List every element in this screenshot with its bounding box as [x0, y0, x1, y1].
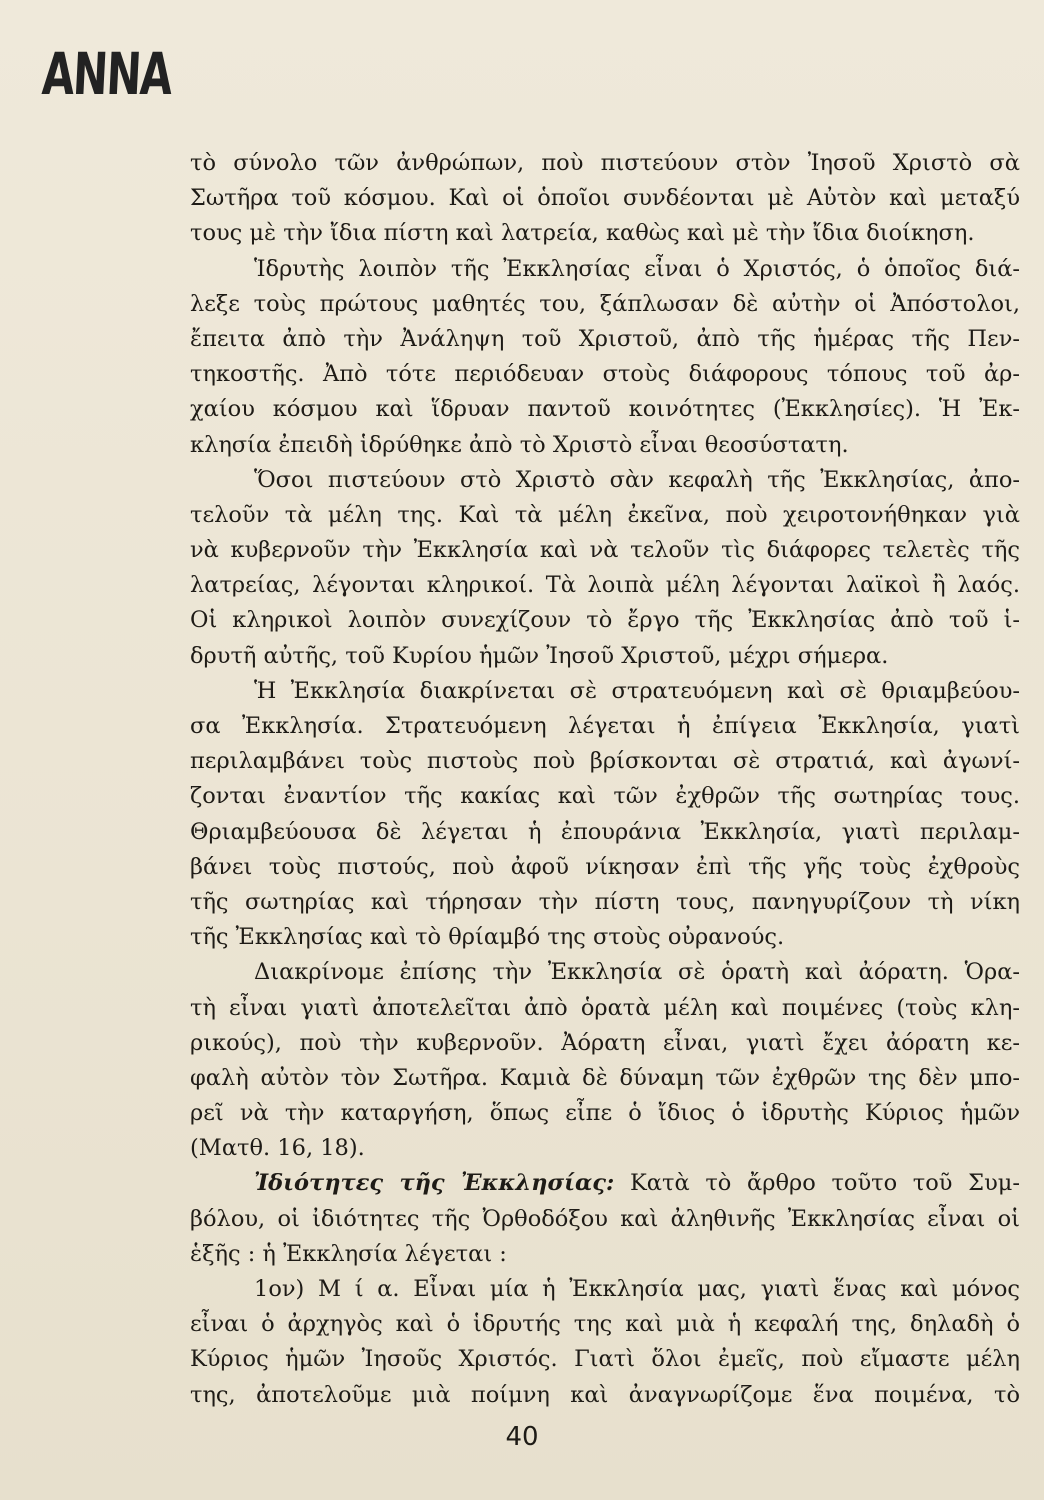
text-line — [190, 392, 1020, 427]
text-line — [190, 1131, 1020, 1166]
text-line — [190, 1061, 1020, 1096]
line-text: Ὅσοι πιστεύουν στὸ Χριστὸ σὰν κεφαλὴ τῆς Ἐκκλησίας, ἀπο- — [254, 466, 1020, 493]
line-text: βάνει τοὺς πιστούς, ποὺ ἀφοῦ νίκησαν ἐπὶ τῆς γῆς τοὺς ἐχθροὺς — [190, 853, 1020, 880]
line-text: ρικούς), ποὺ τὴν κυβερνοῦν. Ἀόρατη εἶναι, γιατὶ ἔχει ἀόρατη κε- — [190, 1029, 1020, 1056]
line-text: τηκοστῆς. Ἀπὸ τότε περιόδευαν στοὺς διάφορους τόπους τοῦ ἀρ- — [190, 361, 1020, 388]
line-text: τελοῦν τὰ μέλη της. Καὶ τὰ μέλη ἐκεῖνα, ποὺ χειροτονήθηκαν γιὰ — [190, 501, 1020, 528]
text-line — [190, 920, 1020, 955]
text-line — [190, 1378, 1020, 1413]
line-text: Ἡ Ἐκκλησία διακρίνεται σὲ στρατευόμενη καὶ σὲ θριαμβεύου- — [254, 677, 1020, 704]
text-line — [190, 463, 1020, 498]
text-line — [190, 533, 1020, 568]
line-text: ζονται ἐναντίον τῆς κακίας καὶ τῶν ἐχθρῶν τῆς σωτηρίας τους. — [190, 783, 1020, 810]
text-line — [190, 1202, 1020, 1237]
line-text: εἶναι ὁ ἀρχηγὸς καὶ ὁ ἱδρυτής της καὶ μιὰ ἡ κεφαλή της, δηλαδὴ ὁ — [190, 1311, 1020, 1338]
line-text: Σωτῆρα τοῦ κόσμου. Καὶ οἱ ὁποῖοι συνδέονται μὲ Αὐτὸν καὶ μεταξύ — [190, 185, 1020, 212]
line-text: τῆς σωτηρίας καὶ τήρησαν τὴν πίστη τους, πανηγυρίζουν τὴ νίκη — [190, 888, 1020, 915]
text-line — [190, 1166, 1020, 1201]
line-text: Οἱ κληρικοὶ λοιπὸν συνεχίζουν τὸ ἔργο τῆς Ἐκκλησίας ἀπὸ τοῦ ἱ- — [190, 607, 1020, 634]
text-line — [190, 1307, 1020, 1342]
line-text: λατρείας, λέγονται κληρικοί. Τὰ λοιπὰ μέλη λέγονται λαϊκοὶ ἢ λαός. — [190, 572, 1020, 599]
page-number: 40 — [505, 1422, 539, 1452]
text-line — [190, 885, 1020, 920]
body-text — [190, 146, 1020, 1413]
text-line — [190, 146, 1020, 181]
line-text: λεξε τοὺς πρώτους μαθητές του, ξάπλωσαν δὲ αὐτὴν οἱ Ἀπόστολοι, — [190, 290, 1020, 317]
line-text: ρεῖ νὰ τὴν καταργήση, ὅπως εἶπε ὁ ἴδιος ὁ ἱδρυτὴς Κύριος ἡμῶν — [190, 1100, 1020, 1127]
text-line — [190, 674, 1020, 709]
text-line — [190, 639, 1020, 674]
line-text: φαλὴ αὐτὸν τὸν Σωτῆρα. Καμιὰ δὲ δύναμη τῶν ἐχθρῶν της δὲν μπο- — [190, 1064, 1020, 1091]
text-line — [190, 568, 1020, 603]
line-text: νὰ κυβερνοῦν τὴν Ἐκκλησία καὶ νὰ τελοῦν τὶς διάφορες τελετὲς τῆς — [190, 537, 1020, 564]
line-text: τὴ εἶναι γιατὶ ἀποτελεῖται ἀπὸ ὁρατὰ μέλη καὶ ποιμένες (τοὺς κλη- — [190, 994, 1020, 1021]
line-text: Θριαμβεύουσα δὲ λέγεται ἡ ἐπουράνια Ἐκκλησία, γιατὶ περιλαμ- — [190, 818, 1020, 845]
line-text: ἔπειτα ἀπὸ τὴν Ἀνάληψη τοῦ Χριστοῦ, ἀπὸ τῆς ἡμέρας τῆς Πεν- — [190, 325, 1020, 352]
line-text: 1ον) Μ ί α. Εἶναι μία ἡ Ἐκκλησία μας, γιατὶ ἕνας καὶ μόνος — [254, 1276, 1020, 1302]
text-line — [190, 603, 1020, 638]
section-heading: Ἰδιότητες τῆς Ἐκκλησίας: — [254, 1170, 615, 1197]
text-line — [190, 815, 1020, 850]
text-line — [190, 498, 1020, 533]
line-text: σα Ἐκκλησία. Στρατευόμενη λέγεται ἡ ἐπίγεια Ἐκκλησία, γιατὶ — [190, 713, 1020, 739]
line-text: της, ἀποτελοῦμε μιὰ ποίμνη καὶ ἀναγνωρίζομε ἕνα ποιμένα, τὸ — [190, 1381, 1020, 1408]
line-text: τὸ σύνολο τῶν ἀνθρώπων, ποὺ πιστεύουν στὸν Ἰησοῦ Χριστὸ σὰ — [190, 150, 1020, 176]
handwritten-name: ΑΝΝΑ — [40, 40, 173, 108]
line-text: ἑξῆς : ἡ Ἐκκλησία λέγεται : — [190, 1240, 507, 1267]
line-text: χαίου κόσμου καὶ ἵδρυαν παντοῦ κοινότητες (Ἐκκλησίες). Ἡ Ἐκ- — [190, 396, 1020, 423]
line-text: δρυτῆ αὐτῆς, τοῦ Κυρίου ἡμῶν Ἰησοῦ Χριστοῦ, μέχρι σήμερα. — [190, 642, 889, 669]
line-text: βόλου, οἱ ἰδιότητες τῆς Ὀρθοδόξου καὶ ἀληθινῆς Ἐκκλησίας εἶναι οἱ — [190, 1205, 1020, 1232]
text-line — [190, 181, 1020, 216]
line-text: Κατὰ τὸ ἄρθρο τοῦτο τοῦ Συμ- — [614, 1170, 1020, 1197]
line-text: κλησία ἐπειδὴ ἱδρύθηκε ἀπὸ τὸ Χριστὸ εἶναι θεοσύστατη. — [190, 431, 849, 458]
text-line — [190, 991, 1020, 1026]
line-text: Διακρίνομε ἐπίσης τὴν Ἐκκλησία σὲ ὁρατὴ καὶ ἀόρατη. Ὁρα- — [254, 959, 1020, 986]
text-line — [190, 428, 1020, 463]
line-text: τῆς Ἐκκλησίας καὶ τὸ θρίαμβό της στοὺς οὐρανούς. — [190, 924, 785, 951]
text-line — [190, 1237, 1020, 1272]
line-text: (Ματθ. 16, 18). — [190, 1135, 365, 1162]
text-line — [190, 850, 1020, 885]
text-line — [190, 779, 1020, 814]
line-text: Κύριος ἡμῶν Ἰησοῦς Χριστός. Γιατὶ ὅλοι ἐμεῖς, ποὺ εἴμαστε μέλη — [190, 1346, 1020, 1373]
text-line — [190, 216, 1020, 251]
text-line — [190, 744, 1020, 779]
text-line — [190, 1096, 1020, 1131]
line-text: περιλαμβάνει τοὺς πιστοὺς ποὺ βρίσκονται σὲ στρατιά, καὶ ἀγωνί- — [190, 748, 1020, 775]
text-line — [190, 709, 1020, 744]
text-line — [190, 252, 1020, 287]
line-text: Ἱδρυτὴς λοιπὸν τῆς Ἐκκλησίας εἶναι ὁ Χριστός, ὁ ὁποῖος διά- — [254, 255, 1020, 282]
text-line — [190, 322, 1020, 357]
text-line — [190, 357, 1020, 392]
text-line — [190, 1342, 1020, 1377]
text-line — [190, 955, 1020, 990]
text-line — [190, 1026, 1020, 1061]
line-text: τους μὲ τὴν ἴδια πίστη καὶ λατρεία, καθὼς καὶ μὲ τὴν ἴδια διοίκηση. — [190, 220, 975, 247]
text-line — [190, 1272, 1020, 1307]
text-line — [190, 287, 1020, 322]
